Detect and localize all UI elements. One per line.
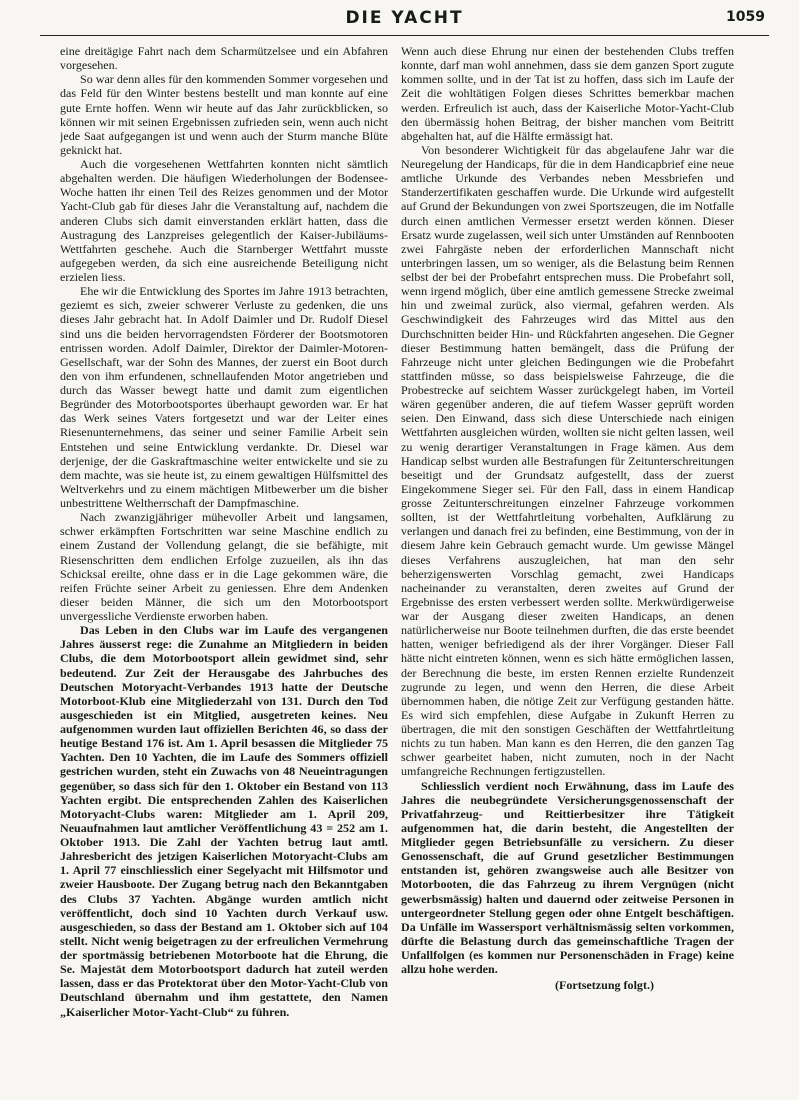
- left-column: [60, 44, 388, 1078]
- paragraph: Schliesslich verdient noch Erwähnung, dass im Laufe des Jahres die neubegründete Versicherungsgenossenschaft der Privatfahrzeug- und Reittierbesitzer ihre Tätigkeit aufgenommen hat, die darin besteht, die Angestellten der Mitglieder gegen Betriebsunfälle zu versichern. Zu dieser Genossenschaft, die auf Grund gesetzlicher Bestimmungen entstanden ist, gehören zwangsweise auch alle Besitzer von Motorbooten, die das Fahrzeug zu ihrem Vergnügen (nicht gewerbsmässig) halten und dauernd oder zeitweise Personen in untergeordneter Stellung gegen oder ohne Entgelt beschäftigen. Da Unfälle im Wassersport verhältnismässig selten vorkommen, dürfte die Belastung durch das gemeinschaftliche Tragen der Unfallfolgen (es kommen nur Personenschäden in Frage) keine allzu hohe werden.: [401, 778, 734, 977]
- paragraph: Von besonderer Wichtigkeit für das abgelaufene Jahr war die Neuregelung der Handicaps, für die in dem Handicapbrief eine neue amtliche Urkunde des Verbandes neben Messbriefen und Standerzertifikaten geschaffen wurde. Die Urkunde wird aufgestellt auf Grund der Bekundungen von zwei Sportszeugen, die im Notfalle durch einen amtlichen Vermesser ersetzt werden können. Dieser Ersatz wurde zugelassen, weil sich unter Umständen auf Rennbooten zwei Fahrgäste neben der erforderlichen Mannschaft nicht unterbringen lassen, um so weniger, als die Belastung beim Rennen selbst der bei der Probefahrt entsprechen muss. Die Probefahrt soll, wenn irgend möglich, über eine amtlich gemessene Strecke zweimal hin und zweimal zurück, also viermal, gefahren werden. Als Geschwindigkeit des Fahrzeuges wird das Mittel aus den Durchschnitten beider Hin- und Rückfahrten angesehen. Die Gegner dieser Bestimmung hatten bemängelt, dass die Prüfung der Fahrzeuge nicht unter gleichen Bedingungen wie die Probefahrt stattfinden müsse, so dass beispielsweise Fahrzeuge, die die Probestrecke auf seichtem Wasser zurückgelegt haben, im Vorteil wären gegenüber anderen, die auf tiefem Wasser geprüft worden seien. Den Einwand, dass sich diese Unterschiede nach einigen Wettfahrten ausgleichen würden, wollten sie nicht gelten lassen, weil zu wenig derartiger Veranstaltungen in Frage kämen. Aus dem Handicap selbst wurden alle Bestrafungen für Zeitunterschreitungen beseitigt und der Grundsatz aufgestellt, dass der zuerst Eingekommene Sieger sei. Für den Fall, dass in einem Handicap grosse Zeitunterschreitungen einzelner Fahrzeuge vorkommen sollten, ist der Wettfahrtleitung vorbehalten, Aufklärung zu verlangen und danach frei zu befinden, eine Bestimmung, von der in diesem Jahre kein Gebrauch gemacht wurde. Um gewisse Mängel dieses Verfahrens auszugleichen, hat man den sehr beherzigenswerten Vorschlag gemacht, zwei Handicaps nacheinander zu veranstalten, deren zweites auf Grund der Ergebnisse des ersten verbessert werden sollte. Merkwürdigerweise war der Ausgang dieser zweiten Handicaps, an denen natürlicherweise nur Boote teilnehmen durften, die das erste beendet hatten, weniger befriedigend als der ihrer Vorgänger. Dieser Fall hätte nicht eintreten können, wenn es sich hätte ermöglichen lassen, der Berechnung die beste, im ersten Rennen erzielte Rundenzeit zugrunde zu legen, und wenn den Herren, die diese Arbeit übernommen haben, die nötige Zeit zur Verfügung gestanden hätte. Es wird sich empfehlen, diese Aufgabe in Zukunft Herren zu übertragen, die mit den sonstigen Geschäften der Wettfahrtleitung nichts zu tun haben. Man kann es den Herren, die den ganzen Tag schwer gearbeitet haben, nicht zumuten, noch in der Nacht umfangreiche Rechnungen fertigzustellen.: [401, 142, 734, 779]
- journal-title: DIE YACHT: [345, 8, 464, 28]
- right-column: [401, 44, 734, 1078]
- header-rule: [40, 35, 769, 36]
- paragraph: Auch die vorgesehenen Wettfahrten konnten nicht sämtlich abgehalten werden. Die häufigen Wiederholungen der Bodensee-Woche hatten ihr einen Teil des Reizes genommen und der Motor Yacht-Club gab für dieses Jahr die Veranstaltung auf, nachdem die anderen Clubs sich damit einverstanden erklärt hatten, dass die Austragung des Lanzpreises gelegentlich der Kaiser-Jubiläums-Wettfahrten geschehe. Auch die Starnberger Wettfahrt musste aufgegeben werden, da sich eine ausreichende Beteiligung nicht erzielen liess.: [60, 157, 388, 284]
- paragraph: Wenn auch diese Ehrung nur einen der bestehenden Clubs treffen konnte, darf man wohl annehmen, dass sie dem ganzen Sport zugute kommen sollte, und in der Tat ist zu hoffen, dass sich im Laufe der Zeit die wohltätigen Folgen dieses Schrittes bemerkbar machen werden. Erfreulich ist auch, dass der Kaiserliche Motor-Yacht-Club den übermässig hohen Beitrag, der bisher manchen vom Beitritt abgehalten hat, auf die Hälfte ermässigt hat.: [401, 44, 734, 143]
- paragraph: Ehe wir die Entwicklung des Sportes im Jahre 1913 betrachten, geziemt es sich, zweier schwerer Verluste zu gedenken, die uns dieses Jahr gebracht hat. In Adolf Daimler und Dr. Rudolf Diesel sind uns die beiden hervorragendsten Förderer der Bootsmotoren entrissen worden. Adolf Daimler, Direktor der Daimler-Motoren-Gesellschaft, war der Sohn des Mannes, der zuerst ein Boot durch den von ihm erfundenen, schnellaufenden Motor angetrieben und durch das Wasser bewegt hatte und damit zum eigentlichen Begründer des Motorbootsportes überhaupt geworden war. Er hat das Werk seines Vaters fortgesetzt und war der Leiter eines Riesenunternehmens, das seiner und seiner Familie Arbeit sein Entstehen und seine Entwicklung verdankte. Dr. Diesel war derjenige, der die Gaskraftmaschine weiter entwickelte und sie zu dem machte, was sie heute ist, zu einem gewaltigen Hülfsmittel des Weltverkehrs und zu einem mächtigen Mitbewerber um die bisher unbestrittene Weltherrschaft der Dampfmaschine.: [60, 284, 388, 510]
- paragraph: Das Leben in den Clubs war im Laufe des vergangenen Jahres äusserst rege: die Zunahme an Mitgliedern in beiden Clubs, die dem Motorbootsport allein gewidmet sind, sehr bedeutend. Zur Zeit der Herausgabe des Jahrbuches des Deutschen Motoryacht-Verbandes 1913 hatte der Deutsche Motorboot-Klub eine Mitgliederzahl von 131. Durch den Tod ausgeschieden ist ein Mitglied, ausgetreten keines. Neu aufgenommen wurden laut offiziellen Berichten 46, so dass der heutige Bestand 176 ist. Am 1. April besassen die Mitglieder 75 Yachten. Den 10 Yachten, die im Laufe des Sommers offiziell gestrichen wurden, steht ein Zuwachs von 48 Neueintragungen gegenüber, so dass sich für den 1. Oktober ein Bestand von 113 Yachten ergibt. Die entsprechenden Zahlen des Kaiserlichen Motoryacht-Clubs waren: Mitglieder am 1. April 209, Neuaufnahmen laut amtlicher Veröffentlichung 43 = 252 am 1. Oktober 1913. Die Zahl der Yachten betrug laut amtl. Jahresbericht des jetzigen Kaiserlichen Motoryacht-Clubs am 1. April 77 einschliesslich einer Segelyacht mit Hilfsmotor und zweier Hausboote. Der Zugang betrug nach den Bekanntgaben des Clubs 37 Yachten. Abgänge wurden amtlich nicht veröffentlicht, doch sind 10 Yachten durch Verkauf usw. ausgeschieden, so dass der Bestand am 1. Oktober sich auf 104 stellt. Nicht wenig beigetragen zu der erfreulichen Vermehrung der sportmässig betriebenen Motorboote hat die Ehrung, die Se. Majestät dem Motorbootsport dadurch hat zuteil werden lassen, dass er das Protektorat über den Motor-Yacht-Club von Deutschland übernahm und ihm gestattete, den Namen „Kaiserlicher Motor-Yacht-Club“ zu führen.: [60, 623, 388, 1019]
- paragraph: So war denn alles für den kommenden Sommer vorgesehen und das Feld für den Winter bestens bestellt und man konnte auf eine gute Ernte hoffen. Wenn wir heute auf das Jahr zurückblicken, so können wir mit seinen Ergebnissen zufrieden sein, wenn auch nicht jede Saat aufgegangen ist und wenn auch der Sturm manche Blüte geknickt hat.: [60, 72, 388, 157]
- continuation-note: (Fortsetzung folgt.): [554, 978, 654, 993]
- page-number: 1059: [726, 9, 765, 25]
- paragraph: eine dreitägige Fahrt nach dem Scharmützelsee und ein Abfahren vorgesehen.: [60, 44, 388, 73]
- paragraph: Nach zwanzigjähriger mühevoller Arbeit und langsamen, schwer erkämpften Fortschritten war seine Maschine endlich zu einem Zustand der Vollendung gelangt, die sie befähigte, mit Riesenschritten dem endlichen Erfolge zuzueilen, als ihn das Schicksal ereilte, ohne dass er in die Lage gekommen wäre, die reifen Früchte seiner Arbeit zu geniessen. Ehre dem Andenken dieser beiden Männer, die sich um den Motorbootsport unvergessliche Verdienste erworben haben.: [60, 510, 388, 623]
- page-header: [40, 8, 769, 32]
